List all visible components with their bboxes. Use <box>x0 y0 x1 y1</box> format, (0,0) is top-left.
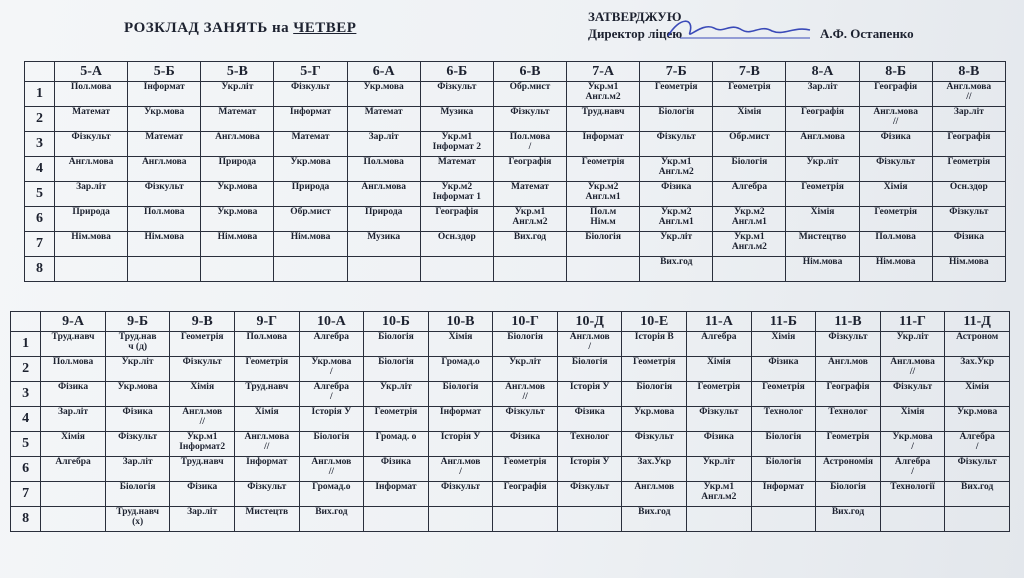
lesson-cell: Біологія <box>493 332 558 357</box>
lesson-cell: Фізкульт <box>932 207 1005 232</box>
lesson-cell: Фізика <box>687 432 752 457</box>
lesson-cell: Фізкульт <box>170 357 235 382</box>
lesson-row <box>11 332 1010 357</box>
lesson-number: 6 <box>25 207 55 232</box>
lesson-cell: Укр.мова / <box>299 357 364 382</box>
lesson-cell: Труд.навч <box>235 382 300 407</box>
lesson-cell: Укр.мова <box>201 182 274 207</box>
lesson-cell: Пол.м Нім.м <box>567 207 640 232</box>
lesson-cell <box>687 507 752 532</box>
lesson-cell: Фізкульт <box>274 82 347 107</box>
lesson-cell <box>55 257 128 282</box>
lesson-cell: Хімія <box>859 182 932 207</box>
lesson-cell: Фізкульт <box>880 382 945 407</box>
lesson-cell: Укр.літ <box>201 82 274 107</box>
class-header: 7-А <box>567 62 640 82</box>
lesson-cell: Хімія <box>428 332 493 357</box>
lesson-cell: Фізкульт <box>105 432 170 457</box>
lesson-cell: Біологія <box>816 482 881 507</box>
lesson-cell: Фізика <box>932 232 1005 257</box>
class-header: 5-А <box>55 62 128 82</box>
lesson-cell: Технології <box>880 482 945 507</box>
class-header: 10-Е <box>622 312 687 332</box>
lesson-cell: Алгебра <box>687 332 752 357</box>
approval-line: ЗАТВЕРДЖУЮ <box>588 9 682 24</box>
lesson-cell: Технолог <box>751 407 816 432</box>
lesson-cell: Природа <box>347 207 420 232</box>
lesson-row <box>25 207 1006 232</box>
lesson-cell: Укр.м1 Англ.м2 <box>713 232 786 257</box>
class-header: 11-Д <box>945 312 1010 332</box>
lesson-cell <box>945 507 1010 532</box>
lesson-number: 4 <box>25 157 55 182</box>
lesson-cell: Історія У <box>557 382 622 407</box>
lesson-number: 7 <box>11 482 41 507</box>
lesson-cell: Укр.м2 Англ.м1 <box>640 207 713 232</box>
lesson-cell: Укр.літ <box>640 232 713 257</box>
lesson-cell: Фізика <box>859 132 932 157</box>
lesson-cell <box>751 507 816 532</box>
lesson-cell: Математ <box>55 107 128 132</box>
lesson-cell: Природа <box>201 157 274 182</box>
lesson-cell: Геометрія <box>816 432 881 457</box>
lesson-cell: Пол.мова <box>128 207 201 232</box>
lesson-cell: Укр.м1 Англ.м2 <box>687 482 752 507</box>
lesson-cell: Фізкульт <box>428 482 493 507</box>
class-header: 5-Б <box>128 62 201 82</box>
lesson-cell: Англ.мова // <box>235 432 300 457</box>
class-header: 11-А <box>687 312 752 332</box>
class-header: 6-А <box>347 62 420 82</box>
class-header: 10-Д <box>557 312 622 332</box>
lesson-row <box>25 157 1006 182</box>
lesson-row <box>25 132 1006 157</box>
lesson-cell: Геометрія <box>567 157 640 182</box>
lesson-cell: Біологія <box>299 432 364 457</box>
lesson-number: 2 <box>25 107 55 132</box>
lesson-cell: Укр.літ <box>493 357 558 382</box>
lesson-cell: Англ.мова // <box>859 107 932 132</box>
schedule-table-grades-5-8 <box>24 61 1006 282</box>
lesson-cell: Хімія <box>235 407 300 432</box>
lesson-number: 8 <box>25 257 55 282</box>
lesson-cell: Біологія <box>751 432 816 457</box>
lesson-cell <box>274 257 347 282</box>
lesson-cell: Математ <box>201 107 274 132</box>
lesson-cell: Нім.мова <box>55 232 128 257</box>
lesson-cell: Пол.мова / <box>493 132 566 157</box>
lesson-cell: Обр.мист <box>713 132 786 157</box>
lesson-cell: Укр.літ <box>880 332 945 357</box>
class-header: 11-В <box>816 312 881 332</box>
lesson-cell: Англ.мов // <box>493 382 558 407</box>
lesson-cell: Фізика <box>364 457 429 482</box>
lesson-cell: Фізика <box>640 182 713 207</box>
lesson-cell: Хімія <box>945 382 1010 407</box>
class-header: 11-Б <box>751 312 816 332</box>
lesson-cell: Нім.мова <box>201 232 274 257</box>
lesson-cell: Мистецтво <box>786 232 859 257</box>
approval-name: А.Ф. Остапенко <box>820 26 914 41</box>
lesson-cell: Алгебра <box>41 457 106 482</box>
lesson-cell: Природа <box>274 182 347 207</box>
lesson-cell: Фізкульт <box>640 132 713 157</box>
lesson-cell: Укр.літ <box>105 357 170 382</box>
lesson-cell <box>428 507 493 532</box>
lesson-cell: Нім.мова <box>274 232 347 257</box>
lesson-cell: Обр.мист <box>493 82 566 107</box>
lesson-cell: Хімія <box>751 332 816 357</box>
lesson-cell: Фізкульт <box>816 332 881 357</box>
lesson-cell <box>880 507 945 532</box>
page-title <box>124 20 356 37</box>
lesson-cell: Фізкульт <box>493 107 566 132</box>
class-header: 11-Г <box>880 312 945 332</box>
lesson-cell: Зар.літ <box>170 507 235 532</box>
lesson-cell: Англ.мов / <box>428 457 493 482</box>
class-header: 6-В <box>493 62 566 82</box>
class-header: 10-В <box>428 312 493 332</box>
class-header: 9-А <box>41 312 106 332</box>
class-header: 7-Б <box>640 62 713 82</box>
lesson-cell: Географія <box>786 107 859 132</box>
lesson-cell: Англ.мова <box>201 132 274 157</box>
lesson-cell: Укр.м2 Англ.м1 <box>567 182 640 207</box>
lesson-cell: Хімія <box>786 207 859 232</box>
lesson-cell: Фізика <box>557 407 622 432</box>
corner-cell <box>25 62 55 82</box>
lesson-cell: Біологія <box>751 457 816 482</box>
lesson-cell: Інформат <box>235 457 300 482</box>
lesson-cell <box>41 507 106 532</box>
lesson-cell: Астроном <box>945 332 1010 357</box>
lesson-cell: Біологія <box>364 332 429 357</box>
lesson-cell: Фізкульт <box>945 457 1010 482</box>
lesson-cell: Укр.мова / <box>880 432 945 457</box>
lesson-cell <box>128 257 201 282</box>
lesson-cell <box>364 507 429 532</box>
lesson-cell: Біологія <box>622 382 687 407</box>
class-header: 7-В <box>713 62 786 82</box>
lesson-cell: Музика <box>347 232 420 257</box>
lesson-cell: Укр.м2 Англ.м1 <box>713 207 786 232</box>
lesson-cell: Географія <box>420 207 493 232</box>
lesson-cell: Інформат <box>128 82 201 107</box>
lesson-cell: Укр.літ <box>786 157 859 182</box>
lesson-cell: Геометрія <box>859 207 932 232</box>
title-day: ЧЕТВЕР <box>293 20 357 36</box>
lesson-cell: Біологія <box>364 357 429 382</box>
lesson-cell: Укр.літ <box>687 457 752 482</box>
lesson-cell: Алгебра <box>299 332 364 357</box>
lesson-cell: Пол.мова <box>347 157 420 182</box>
lesson-cell: Вих.год <box>640 257 713 282</box>
lesson-cell: Фізкульт <box>622 432 687 457</box>
lesson-cell: Укр.мова <box>347 82 420 107</box>
lesson-cell: Укр.мова <box>945 407 1010 432</box>
lesson-number: 3 <box>11 382 41 407</box>
lesson-cell: Географія <box>493 482 558 507</box>
class-header: 5-Г <box>274 62 347 82</box>
class-header: 5-В <box>201 62 274 82</box>
lesson-cell: Геометрія <box>235 357 300 382</box>
lesson-row <box>25 257 1006 282</box>
lesson-cell: Нім.мова <box>128 232 201 257</box>
lesson-row <box>11 407 1010 432</box>
lesson-row <box>11 457 1010 482</box>
corner-cell <box>11 312 41 332</box>
lesson-row <box>25 182 1006 207</box>
lesson-cell: Укр.мова <box>201 207 274 232</box>
lesson-cell: Інформат <box>274 107 347 132</box>
lesson-cell: Укр.мова <box>274 157 347 182</box>
lesson-cell: Труд.навч <box>567 107 640 132</box>
class-header: 8-Б <box>859 62 932 82</box>
lesson-cell: Фізика <box>170 482 235 507</box>
lesson-cell: Укр.м1 Англ.м2 <box>493 207 566 232</box>
lesson-cell <box>493 507 558 532</box>
lesson-cell: Географія <box>932 132 1005 157</box>
lesson-cell: Геометрія <box>622 357 687 382</box>
lesson-cell: Труд.навч (х) <box>105 507 170 532</box>
lesson-cell: Англ.мова <box>786 132 859 157</box>
lesson-number: 6 <box>11 457 41 482</box>
lesson-cell: Вих.год <box>493 232 566 257</box>
lesson-cell: Укр.мова <box>622 407 687 432</box>
lesson-cell: Історія У <box>557 457 622 482</box>
lesson-cell: Зах.Укр <box>622 457 687 482</box>
lesson-cell: Історія В <box>622 332 687 357</box>
lesson-number: 5 <box>25 182 55 207</box>
lesson-cell: Фізика <box>41 382 106 407</box>
lesson-cell: Фізкульт <box>493 407 558 432</box>
lesson-cell: Хімія <box>687 357 752 382</box>
schedule-table-grades-9-11 <box>10 311 1010 532</box>
lesson-number: 1 <box>25 82 55 107</box>
lesson-cell: Біологія <box>557 357 622 382</box>
lesson-cell: Геометрія <box>640 82 713 107</box>
lesson-cell: Фізкульт <box>235 482 300 507</box>
lesson-cell: Математ <box>420 157 493 182</box>
lesson-cell: Обр.мист <box>274 207 347 232</box>
lesson-cell: Біологія <box>567 232 640 257</box>
lesson-cell: Геометрія <box>170 332 235 357</box>
class-header: 6-Б <box>420 62 493 82</box>
lesson-cell: Зар.літ <box>41 407 106 432</box>
lesson-cell: Англ.мова <box>347 182 420 207</box>
lesson-cell: Історія У <box>428 432 493 457</box>
lesson-cell: Укр.мова <box>105 382 170 407</box>
lesson-cell: Алгебра / <box>299 382 364 407</box>
lesson-cell: Геометрія <box>751 382 816 407</box>
lesson-cell: Біологія <box>428 382 493 407</box>
lesson-cell: Геометрія <box>493 457 558 482</box>
lesson-cell: Фізика <box>105 407 170 432</box>
lesson-cell <box>201 257 274 282</box>
lesson-cell: Зах.Укр <box>945 357 1010 382</box>
class-header: 9-Б <box>105 312 170 332</box>
lesson-cell: Укр.м1 Інформат 2 <box>420 132 493 157</box>
lesson-cell: Осн.здор <box>420 232 493 257</box>
lesson-cell: Географія <box>816 382 881 407</box>
lesson-cell: Математ <box>347 107 420 132</box>
class-header: 8-А <box>786 62 859 82</box>
lesson-number: 7 <box>25 232 55 257</box>
lesson-cell: Труд.навч <box>170 457 235 482</box>
lesson-cell: Англ.мова <box>128 157 201 182</box>
lesson-cell: Англ.мов // <box>299 457 364 482</box>
lesson-row <box>11 382 1010 407</box>
lesson-cell <box>41 482 106 507</box>
lesson-cell: Громад. о <box>364 432 429 457</box>
lesson-row <box>25 232 1006 257</box>
lesson-cell: Інформат <box>428 407 493 432</box>
lesson-cell: Історія У <box>299 407 364 432</box>
lesson-cell: Фізкульт <box>420 82 493 107</box>
lesson-number: 2 <box>11 357 41 382</box>
lesson-cell: Інформат <box>751 482 816 507</box>
lesson-cell: Зар.літ <box>347 132 420 157</box>
lesson-row <box>25 107 1006 132</box>
class-header: 10-Г <box>493 312 558 332</box>
lesson-cell: Астрономія <box>816 457 881 482</box>
lesson-cell: Хімія <box>713 107 786 132</box>
approval-position: Директор ліцею <box>588 26 683 41</box>
lesson-number: 4 <box>11 407 41 432</box>
lesson-row <box>11 482 1010 507</box>
lesson-number: 5 <box>11 432 41 457</box>
lesson-cell: Фізкульт <box>55 132 128 157</box>
lesson-cell: Музика <box>420 107 493 132</box>
lesson-cell <box>347 257 420 282</box>
lesson-cell: Геометрія <box>364 407 429 432</box>
lesson-cell: Нім.мова <box>786 257 859 282</box>
lesson-cell: Англ.мов <box>816 357 881 382</box>
lesson-cell: Геометрія <box>786 182 859 207</box>
lesson-cell: Англ.мов / <box>557 332 622 357</box>
class-header: 10-А <box>299 312 364 332</box>
class-header: 9-Г <box>235 312 300 332</box>
lesson-cell: Фізика <box>493 432 558 457</box>
lesson-cell: Англ.мов <box>622 482 687 507</box>
title-label: РОЗКЛАД ЗАНЯТЬ на <box>124 20 290 36</box>
lesson-cell: Фізкульт <box>859 157 932 182</box>
lesson-cell: Фізкульт <box>557 482 622 507</box>
lesson-cell: Фізика <box>751 357 816 382</box>
lesson-cell: Пол.мова <box>859 232 932 257</box>
lesson-cell <box>493 257 566 282</box>
lesson-cell: Зар.літ <box>105 457 170 482</box>
lesson-cell: Геометрія <box>687 382 752 407</box>
lesson-cell: Труд.навч <box>41 332 106 357</box>
lesson-number: 3 <box>25 132 55 157</box>
lesson-cell: Вих.год <box>945 482 1010 507</box>
lesson-cell: Біологія <box>105 482 170 507</box>
lesson-cell: Укр.м2 Інформат 1 <box>420 182 493 207</box>
lesson-cell: Хімія <box>880 407 945 432</box>
lesson-cell: Алгебра / <box>945 432 1010 457</box>
signature-mark <box>660 14 820 44</box>
lesson-cell: Мистецтв <box>235 507 300 532</box>
lesson-cell: Англ.мова // <box>880 357 945 382</box>
lesson-cell: Труд.нав ч (д) <box>105 332 170 357</box>
lesson-cell: Фізкульт <box>128 182 201 207</box>
lesson-cell: Геометрія <box>713 82 786 107</box>
lesson-cell <box>567 257 640 282</box>
lesson-cell: Географія <box>859 82 932 107</box>
lesson-cell: Вих.год <box>816 507 881 532</box>
lesson-cell: Зар.літ <box>932 107 1005 132</box>
lesson-cell: Технолог <box>816 407 881 432</box>
lesson-cell: Укр.мова <box>128 107 201 132</box>
lesson-cell <box>713 257 786 282</box>
lesson-cell: Нім.мова <box>932 257 1005 282</box>
lesson-cell: Зар.літ <box>55 182 128 207</box>
lesson-number: 8 <box>11 507 41 532</box>
lesson-cell: Алгебра <box>713 182 786 207</box>
lesson-cell: Пол.мова <box>235 332 300 357</box>
lesson-cell: Інформат <box>567 132 640 157</box>
lesson-cell: Укр.літ <box>364 382 429 407</box>
lesson-row <box>25 82 1006 107</box>
lesson-cell: Математ <box>274 132 347 157</box>
lesson-cell: Вих.год <box>299 507 364 532</box>
lesson-cell: Осн.здор <box>932 182 1005 207</box>
lesson-cell <box>557 507 622 532</box>
lesson-row <box>11 507 1010 532</box>
lesson-cell: Укр.м1 Англ.м2 <box>567 82 640 107</box>
lesson-cell: Зар.літ <box>786 82 859 107</box>
lesson-cell: Біологія <box>640 107 713 132</box>
lesson-row <box>11 357 1010 382</box>
lesson-cell: Пол.мова <box>55 82 128 107</box>
lesson-cell: Нім.мова <box>859 257 932 282</box>
lesson-cell: Географія <box>493 157 566 182</box>
lesson-cell: Біологія <box>713 157 786 182</box>
lesson-cell: Геометрія <box>932 157 1005 182</box>
class-header: 9-В <box>170 312 235 332</box>
lesson-cell: Англ.мова <box>55 157 128 182</box>
lesson-cell <box>420 257 493 282</box>
lesson-cell: Математ <box>128 132 201 157</box>
class-header: 10-Б <box>364 312 429 332</box>
lesson-cell: Вих.год <box>622 507 687 532</box>
lesson-cell: Математ <box>493 182 566 207</box>
lesson-cell: Хімія <box>41 432 106 457</box>
lesson-cell: Інформат <box>364 482 429 507</box>
lesson-cell: Алгебра / <box>880 457 945 482</box>
lesson-cell: Громад.о <box>428 357 493 382</box>
lesson-cell: Пол.мова <box>41 357 106 382</box>
lesson-cell: Технолог <box>557 432 622 457</box>
class-header: 8-В <box>932 62 1005 82</box>
lesson-cell: Англ.мов // <box>170 407 235 432</box>
lesson-cell: Природа <box>55 207 128 232</box>
lesson-cell: Укр.м1 Англ.м2 <box>640 157 713 182</box>
lesson-row <box>11 432 1010 457</box>
lesson-cell: Укр.м1 Інформат2 <box>170 432 235 457</box>
lesson-cell: Англ.мова // <box>932 82 1005 107</box>
lesson-cell: Хімія <box>170 382 235 407</box>
lesson-number: 1 <box>11 332 41 357</box>
lesson-cell: Фізкульт <box>687 407 752 432</box>
lesson-cell: Громад.о <box>299 482 364 507</box>
